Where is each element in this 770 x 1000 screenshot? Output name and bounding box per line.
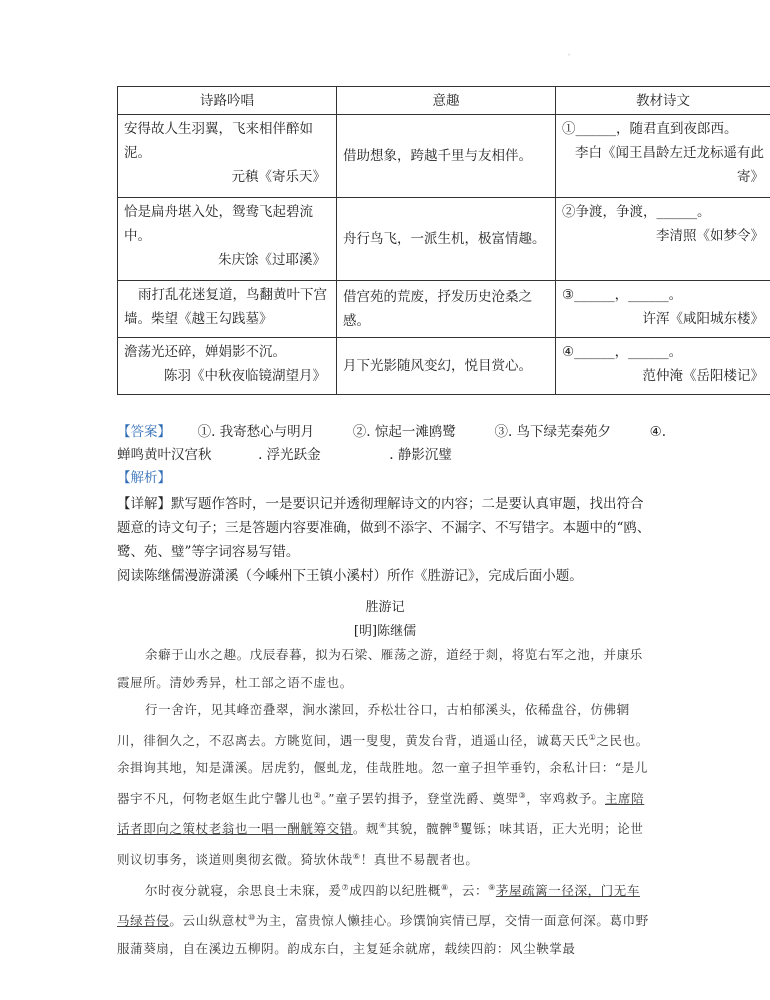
answer-line-1 [117,421,677,443]
table-header-poem: 诗路吟唱 [118,87,337,115]
answer-5: . 浮光跃金 [258,447,321,463]
underlined-verse: 茅屋疏篱一径深，门无车马绿苔侵 [117,882,640,929]
table-row [118,198,770,281]
poem-lines: 雨打乱花迷复道，鸟翻黄叶下宫墙。柴望《越王勾践墓》 [124,287,327,327]
essay-paragraph-3: 尔时夜分就寝，余思良士未寐，爰⑦成四韵以纪胜概⑧，云：⑨茅屋疏篱一径深，门无车马绿苔侵。云山纵意杖⑩为主，富贵惊人懒挂心。珍馔饷宾情已厚，交情一面意何深。葛巾野服蒲葵扇，自在溪边五柳阴。韵成东白，主复延余就席，载续四韵：风尘鞅掌最 [117,882,649,956]
textbook-author: 许浑《咸阳城东楼》 [642,311,764,327]
meaning-cell: 借助想象，跨越千里与友相伴。 [337,115,556,198]
poem-author: 元稹《寄乐天》 [231,169,326,185]
essay-author: [明]陈继儒 [353,624,417,639]
essay-paragraph-2: 行一舍许，见其峰峦叠翠，涧水潆回，乔松壮谷口，古柏郁溪头，依稀盘谷，仿佛辋川，徘徊久之，不忍离去。方眺览间，遇一叟叟，黄发台背，逍遥山径，诚葛天氏①之民也。余揖询其地，知是潇溪。居虎豹，偃虬龙，佳哉胜地。忽一童子担竿垂钓，余私计曰：“是儿器宇不凡，何物老妪生此宁馨儿也②。”童子罢钓揖予，登堂洗爵、奠斝③，宰鸡救予。主席陪话者即向之策杖老翁也一唱一酬觥筹交错。觌④其貌，髋髀⑤矍铄；味其语，正大光明；论世则议切事务，谈道则奥彻玄微。猗欤休哉⑥！真世不易靓者也。 [117,702,649,868]
table-row [118,281,770,338]
meaning-cell: 舟行鸟飞，一派生机，极富情趣。 [337,198,556,281]
poem-author: 朱庆馀《过耶溪》 [218,252,326,268]
table-header-meaning: 意趣 [337,87,556,115]
answer-label: 【答案】 [117,424,171,440]
textbook-blank: ①______，随君直到夜郎西。 [562,121,738,137]
page-mark: 。 [568,50,575,57]
meaning-cell: 借宫苑的荒废，抒发历史沧桑之感。 [337,281,556,338]
analysis-label: 【解析】 [117,470,171,486]
reading-intro: 阅读陈继儒漫游潇溪（今嵊州下王镇小溪村）所作《胜游记》，完成后面小题。 [117,568,583,584]
poem-lines: 澹荡光还碎，婵娟影不沉。 [124,344,286,360]
textbook-blank: ③______，______。 [562,287,683,303]
textbook-author: 李清照《如梦令》 [656,228,764,244]
answer-4-start: ④. [649,424,667,440]
table-row [118,115,770,198]
answer-line-2 [117,444,677,466]
meaning-cell: 月下光影随风变幻，悦目赏心。 [337,338,556,395]
analysis-paragraph: 【详解】默写题作答时，一是要识记并透彻理解诗文的内容；二是要认真审题，找出符合题意的诗文句子；三是答题内容要准确，做到不添字、不漏字、不写错字。本题中的“鸥、鹭、苑、璧”等字词容易写错。 [117,496,651,560]
answer-1: ①. 我寄愁心与明月 [197,424,315,440]
poem-author: 陈羽《中秋夜临镜湖望月》 [164,368,326,384]
underlined-sentence: 主席陪话者即向之策杖老翁也一唱一酬觥筹交错 [117,790,645,837]
essay-body [117,641,653,962]
textbook-author: 范仲淹《岳阳楼记》 [642,368,764,384]
poem-lines: 安得故人生羽翼，飞来相伴醉如泥。 [124,121,313,161]
textbook-blank: ④______，______。 [562,344,683,360]
poem-lines: 恰是扁舟堪入处，鸳鸯飞起碧流中。 [124,204,313,244]
table-header-textbook: 教材诗文 [556,87,770,115]
textbook-author: 李白《闻王昌龄左迁龙标遥有此寄》 [575,145,764,185]
answer-2: ②. 惊起一滩鸥鹭 [352,424,456,440]
answer-4-cont: 蝉鸣黄叶汉宫秋 [117,447,212,463]
table-row [118,338,770,395]
essay-paragraph-1: 余癖于山水之趣。戊辰春暮，拟为石梁、雁荡之游，道经于剡，将览右军之池，并康乐霞屉所。清妙秀异，杜工部之语不虚也。 [117,647,643,690]
analysis-detail [117,492,653,588]
textbook-blank: ②争渡，争渡，______。 [562,204,711,220]
answer-6: . 静影沉璧 [389,447,452,463]
answer-3: ③. 鸟下绿芜秦苑夕 [494,424,612,440]
poem-table [117,86,770,395]
essay-title: 胜游记 [365,600,405,615]
